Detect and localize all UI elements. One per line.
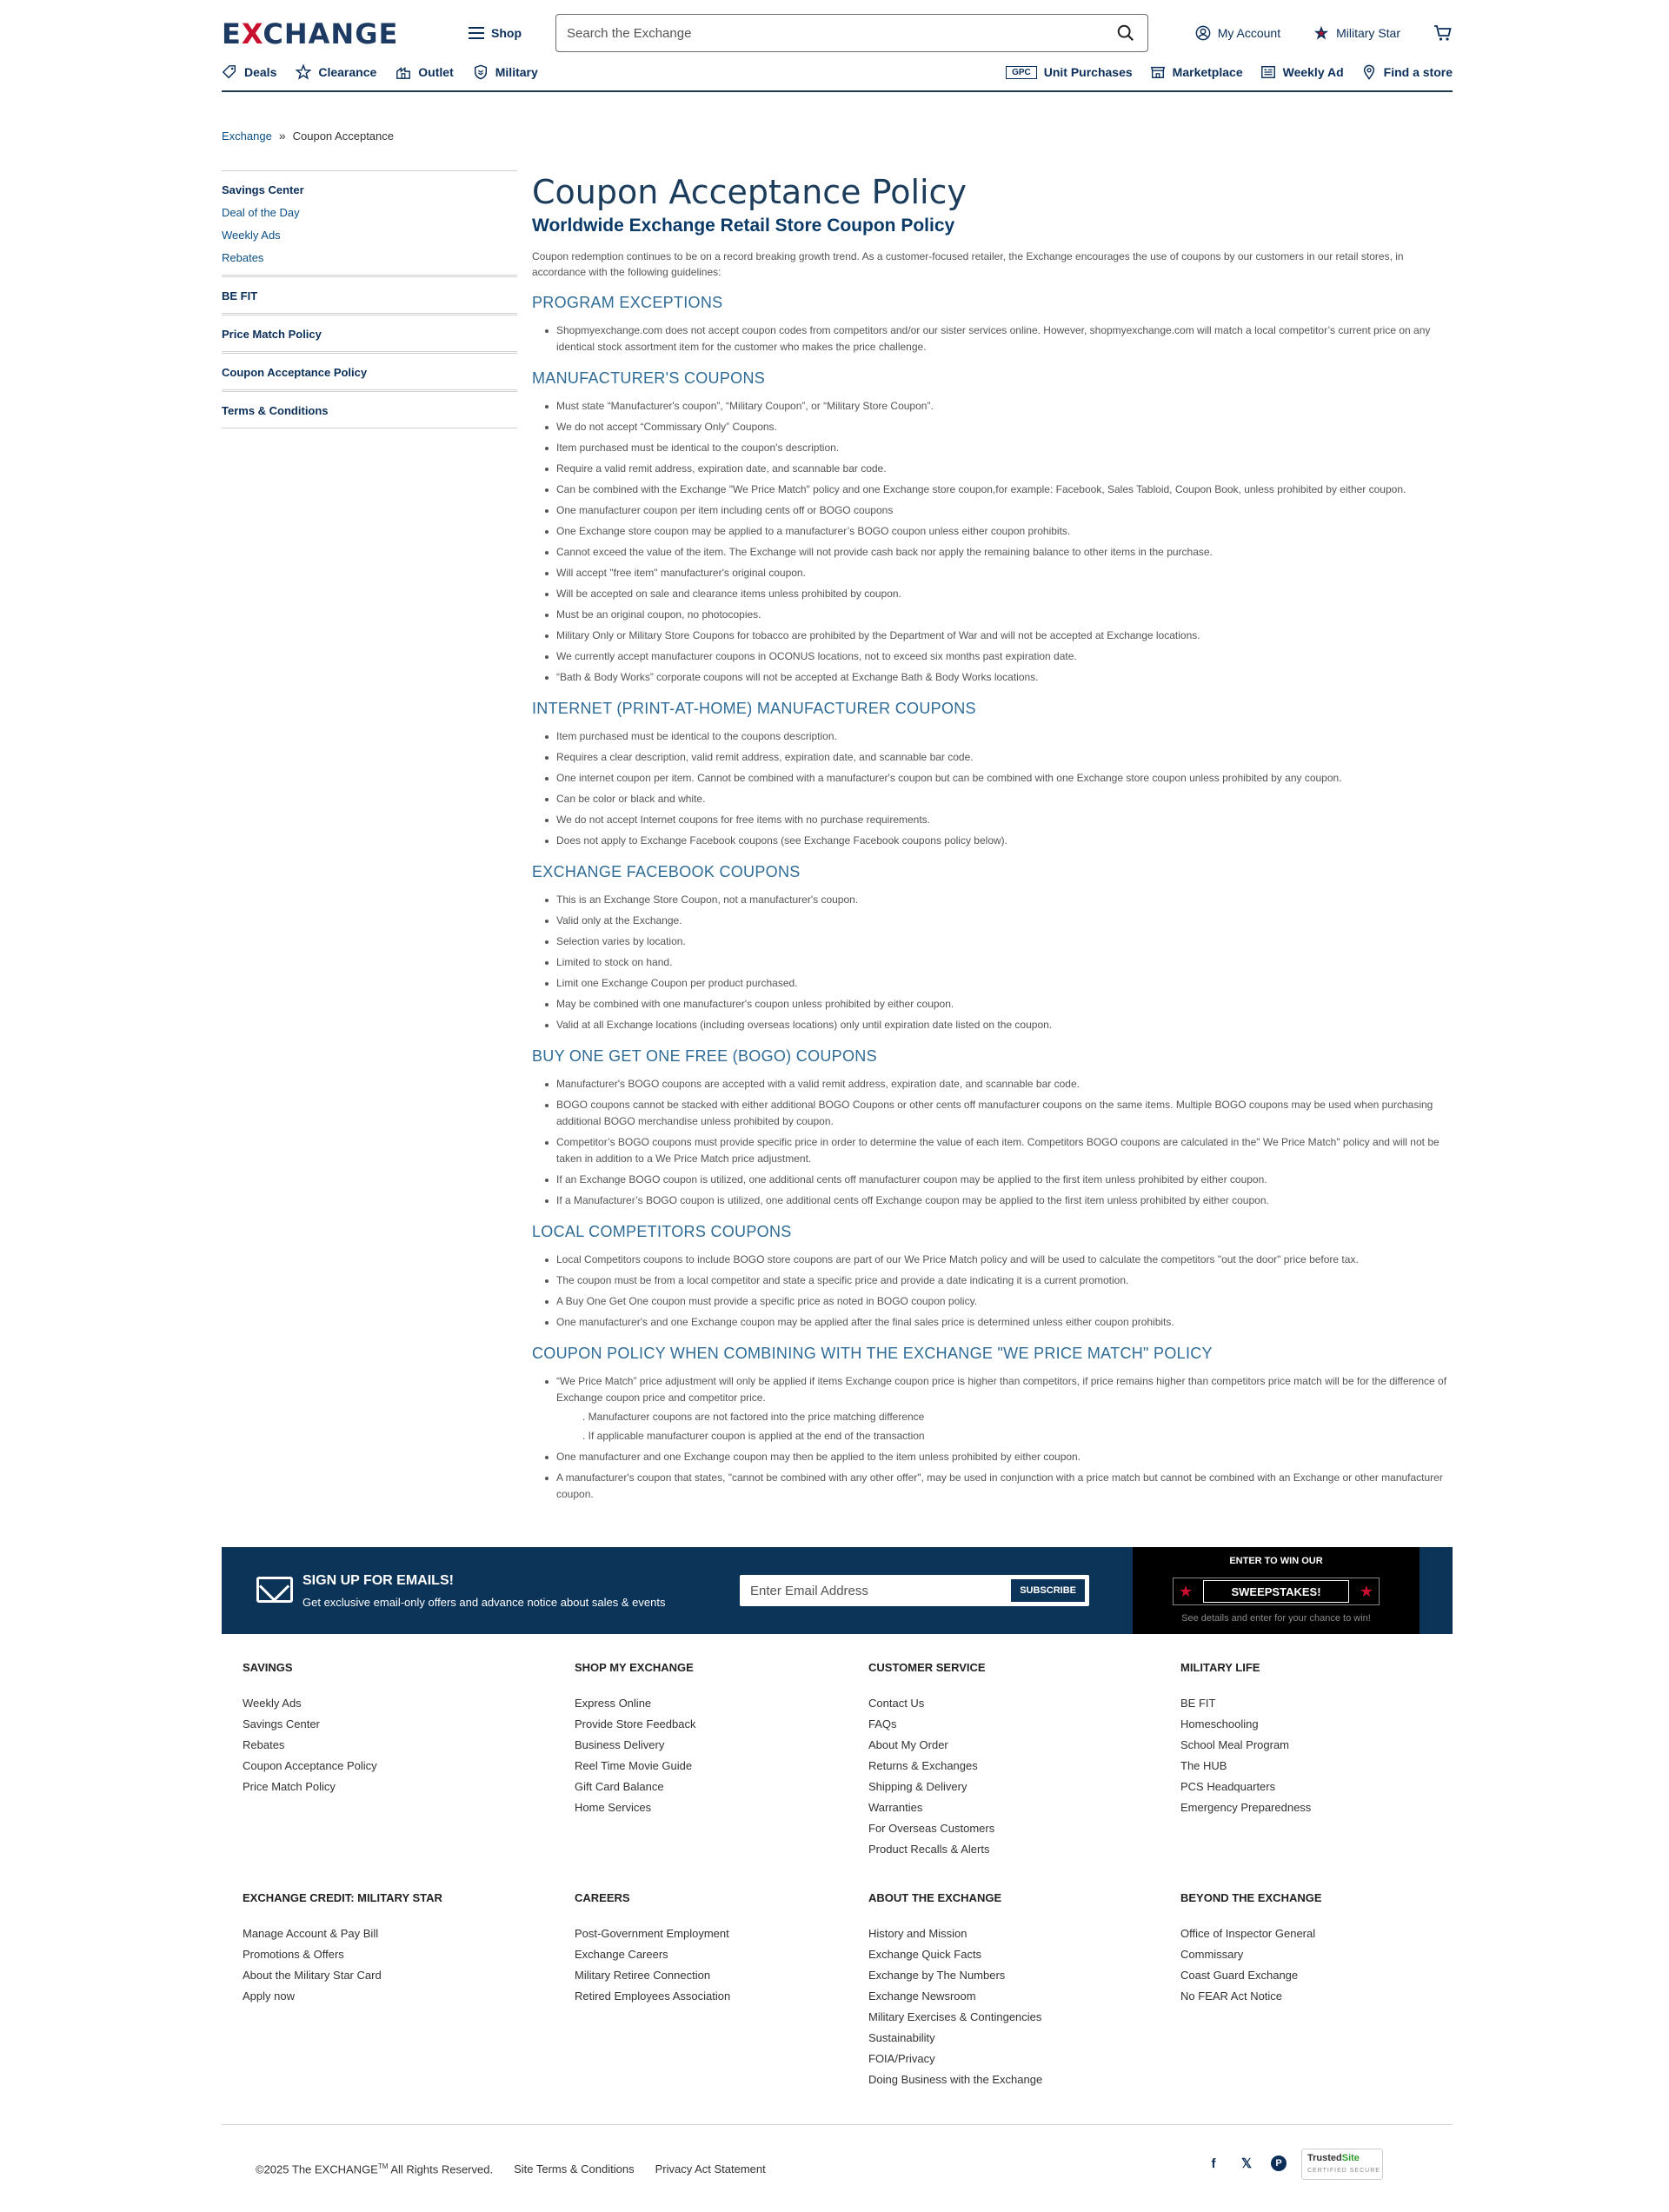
- shop-label: Shop: [491, 26, 522, 40]
- footer-link[interactable]: For Overseas Customers: [868, 1822, 995, 1835]
- policy-sections: [532, 294, 1452, 1331]
- policy-section: [532, 700, 1452, 849]
- footer-link[interactable]: The HUB: [1180, 1759, 1227, 1772]
- star-outline-icon: [296, 64, 311, 80]
- footer-link[interactable]: Shipping & Delivery: [868, 1780, 967, 1793]
- store-icon: [1150, 64, 1166, 80]
- sweepstakes-promo[interactable]: [1133, 1547, 1420, 1634]
- nav-find-store-label: Find a store: [1383, 65, 1453, 79]
- sweepstakes-title: SWEEPSTAKES!: [1203, 1580, 1349, 1603]
- section-combining: [532, 1345, 1452, 1503]
- sidebar-item-be-fit[interactable]: BE FIT: [222, 289, 258, 302]
- exchange-logo[interactable]: EXCHANGE: [222, 17, 399, 50]
- military-star-link[interactable]: [1313, 25, 1400, 41]
- nav-marketplace[interactable]: [1150, 64, 1243, 80]
- list-item: If a Manufacturer’s BOGO coupon is utilized, one additional cents off Exchange coupon may be applied to the first item unless prohibited by either coupon.: [556, 1192, 1452, 1209]
- main-content: [532, 170, 1452, 1507]
- sidebar-group-coupon: [222, 351, 517, 389]
- copyright-rights: All Rights Reserved.: [388, 2162, 494, 2176]
- intro-text: Coupon redemption continues to be on a record breaking growth trend. As a customer-focused retailer, the Exchange encourages the use of coupons by our customers in our retail stores, in accordance with the following guidelines:: [532, 250, 1404, 278]
- policy-section: [532, 1223, 1452, 1331]
- list-item: Military Only or Military Store Coupons for tobacco are prohibited by the Department of War and will not be accepted at Exchange locations.: [556, 628, 1452, 644]
- footer-heading: BEYOND THE EXCHANGE: [1180, 1891, 1322, 1904]
- list-item: Must be an original coupon, no photocopies.: [556, 607, 1452, 623]
- footer-heading: CAREERS: [575, 1891, 630, 1904]
- sidebar-item-savings-center[interactable]: Savings Center: [222, 183, 304, 196]
- list-subitem: . If applicable manufacturer coupon is applied at the end of the transaction: [582, 1430, 925, 1442]
- footer-col-about: [868, 1891, 1164, 2094]
- signup-subtitle: Get exclusive email-only offers and advance notice about sales & events: [303, 1596, 666, 1609]
- nav-unit-purchases-label: Unit Purchases: [1043, 65, 1133, 79]
- section-heading: PROGRAM EXCEPTIONS: [532, 294, 723, 311]
- footer-link[interactable]: About the Military Star Card: [243, 1969, 382, 1982]
- search-input[interactable]: [567, 15, 1088, 51]
- shield-icon: [473, 64, 489, 80]
- footer-link[interactable]: Coupon Acceptance Policy: [243, 1759, 377, 1772]
- footer-link[interactable]: Military Exercises & Contingencies: [868, 2010, 1042, 2023]
- list-item: One internet coupon per item. Cannot be combined with a manufacturer's coupon but can be combined with one Exchange store coupon unless prohibited by any coupon.: [556, 770, 1452, 787]
- nav-outlet-label: Outlet: [418, 65, 454, 79]
- footer-link[interactable]: Provide Store Feedback: [575, 1717, 696, 1730]
- policy-section: [532, 863, 1452, 1033]
- footer-link[interactable]: FOIA/Privacy: [868, 2052, 935, 2065]
- facebook-icon[interactable]: f: [1211, 2156, 1216, 2171]
- list-item: We currently accept manufacturer coupons in OCONUS locations, not to exceed six months past expiration date.: [556, 648, 1452, 665]
- sweepstakes-box: [1173, 1578, 1380, 1605]
- footer-link[interactable]: Commissary: [1180, 1948, 1244, 1961]
- list-item: Competitor’s BOGO coupons must provide specific price in order to determine the value of each item. Competitors BOGO coupons are calculated in the" We Price Match" policy and will not be taken in addition to a We Price Match price adjustment.: [556, 1134, 1452, 1167]
- email-signup-banner: [222, 1547, 1453, 1634]
- my-account-link[interactable]: [1195, 25, 1280, 41]
- footer-link[interactable]: Doing Business with the Exchange: [868, 2073, 1043, 2086]
- star-icon: ★: [1359, 1583, 1373, 1600]
- footer-link[interactable]: Apply now: [243, 1989, 295, 2003]
- page-title: Coupon Acceptance Policy: [532, 173, 967, 211]
- footer-heading: EXCHANGE CREDIT: MILITARY STAR: [243, 1891, 442, 1904]
- footer-link[interactable]: Gift Card Balance: [575, 1780, 664, 1793]
- sidebar-item-rebates[interactable]: Rebates: [222, 251, 264, 264]
- sweepstakes-details: See details and enter for your chance to win!: [1181, 1613, 1371, 1624]
- list-item: The coupon must be from a local competitor and state a specific price and provide a date indicating it is a current promotion.: [556, 1272, 1452, 1289]
- my-account-label: My Account: [1217, 26, 1281, 40]
- list-item: We do not accept “Commissary Only” Coupons.: [556, 419, 1452, 435]
- certified-secure-label: CERTIFIED SECURE: [1307, 2168, 1380, 2174]
- list-item: Item purchased must be identical to the coupon's description.: [556, 440, 1452, 456]
- footer-heading: CUSTOMER SERVICE: [868, 1661, 986, 1674]
- footer-link[interactable]: Returns & Exchanges: [868, 1759, 978, 1772]
- nav-military[interactable]: [473, 64, 538, 80]
- sidebar-item-coupon-acceptance[interactable]: Coupon Acceptance Policy: [222, 366, 368, 379]
- footer-col-savings: [243, 1661, 538, 1801]
- section-list: [532, 728, 1452, 849]
- footer-link[interactable]: Post-Government Employment: [575, 1927, 729, 1940]
- footer-link[interactable]: Savings Center: [243, 1717, 320, 1730]
- nav-deals-label: Deals: [244, 65, 277, 79]
- list-item: Item purchased must be identical to the coupons description.: [556, 728, 1452, 745]
- footer-link[interactable]: Sustainability: [868, 2031, 935, 2044]
- list-item: Can be color or black and white.: [556, 791, 1452, 807]
- secondary-nav-right: [988, 64, 1453, 80]
- footer-link[interactable]: Retired Employees Association: [575, 1989, 731, 2003]
- list-item: A manufacturer's coupon that states, "cannot be combined with any other offer", may be used in conjunction with a price match but cannot be combined with an Exchange or other manufacturer coupon.: [556, 1470, 1452, 1503]
- sidebar-group-price-match: [222, 313, 517, 351]
- email-form: [740, 1575, 1089, 1606]
- trusted-site-badge[interactable]: [1301, 2149, 1383, 2180]
- footer-col-beyond: [1180, 1891, 1476, 2010]
- footer-col-shop: [575, 1661, 870, 1822]
- email-input[interactable]: [750, 1575, 994, 1606]
- footer-heading: ABOUT THE EXCHANGE: [868, 1891, 1002, 1904]
- sidebar: [222, 170, 517, 428]
- list-item: Selection varies by location.: [556, 933, 1452, 950]
- sidebar-group-befit: [222, 275, 517, 313]
- list-item: Local Competitors coupons to include BOGO store coupons are part of our We Price Match policy and will be used to calculate the competitors "out the door" price before tax.: [556, 1252, 1452, 1268]
- hamburger-icon: [469, 27, 484, 39]
- section-heading: COUPON POLICY WHEN COMBINING WITH THE EXCHANGE "WE PRICE MATCH" POLICY: [532, 1345, 1213, 1362]
- newspaper-icon: [1260, 64, 1276, 80]
- list-item: “We Price Match” price adjustment will only be applied if items Exchange coupon price is higher than competitors, if price remains higher than competitors price match will be for the difference of Exchange coupon price and competitor price.: [556, 1373, 1452, 1406]
- search-icon[interactable]: [1116, 23, 1135, 43]
- list-item: “Bath & Body Works” corporate coupons will not be accepted at Exchange Bath & Body Works locations.: [556, 669, 1452, 686]
- header-account-links: [1162, 21, 1453, 45]
- site-terms-link[interactable]: Site Terms & Conditions: [514, 2162, 635, 2176]
- footer-link[interactable]: Contact Us: [868, 1697, 925, 1710]
- footer-col-military: [1180, 1661, 1476, 1822]
- footer-col-careers: [575, 1891, 870, 2010]
- list-item: Must state “Manufacturer's coupon”, “Military Coupon”, or “Military Store Coupon”.: [556, 398, 1452, 415]
- footer-link[interactable]: FAQs: [868, 1717, 897, 1730]
- trusted-word: Trusted: [1307, 2153, 1342, 2163]
- footer-legal: [256, 2162, 766, 2175]
- search-bar: [555, 14, 1148, 52]
- policy-section: [532, 369, 1452, 686]
- breadcrumb-separator: »: [278, 129, 286, 143]
- list-item: Requires a clear description, valid remit address, expiration date, and scannable bar code.: [556, 749, 1452, 766]
- list-item: We do not accept Internet coupons for free items with no purchase requirements.: [556, 812, 1452, 828]
- footer-link[interactable]: Exchange by The Numbers: [868, 1969, 1006, 1982]
- military-star-label: Military Star: [1336, 26, 1400, 40]
- section-list: [532, 1252, 1452, 1331]
- footer-link[interactable]: Office of Inspector General: [1180, 1927, 1316, 1940]
- nav-clearance-label: Clearance: [318, 65, 377, 79]
- footer-col-service: [868, 1661, 1164, 1863]
- list-item: One manufacturer coupon per item including cents off or BOGO coupons: [556, 502, 1452, 519]
- site-header: [222, 0, 1453, 92]
- sidebar-item-terms[interactable]: Terms & Conditions: [222, 404, 329, 417]
- list-item: Shopmyexchange.com does not accept coupon codes from competitors and/or our sister services online. However, shopmyexchange.com will match a local competitor’s current price on any identical stock assortment item for the customer who makes the price challenge.: [556, 322, 1452, 355]
- footer-link[interactable]: Price Match Policy: [243, 1780, 336, 1793]
- policy-section: [532, 294, 1452, 355]
- cart-icon: [1433, 23, 1453, 43]
- footer-link[interactable]: Express Online: [575, 1697, 652, 1710]
- list-item: Can be combined with the Exchange "We Price Match" policy and one Exchange store coupon,for example: Facebook, Sales Tabloid, Coupon Book, unless prohibited by either coupon.: [556, 482, 1452, 498]
- list-item: Valid at all Exchange locations (including overseas locations) only until expiration date listed on the coupon.: [556, 1017, 1452, 1033]
- breadcrumb-home-link[interactable]: Exchange: [222, 129, 272, 143]
- list-item: Limit one Exchange Coupon per product purchased.: [556, 975, 1452, 992]
- footer-link[interactable]: Coast Guard Exchange: [1180, 1969, 1299, 1982]
- list-item: This is an Exchange Store Coupon, not a manufacturer's coupon.: [556, 892, 1452, 908]
- footer-link[interactable]: Product Recalls & Alerts: [868, 1843, 990, 1856]
- pinterest-icon[interactable]: P: [1271, 2156, 1287, 2171]
- list-item: BOGO coupons cannot be stacked with either additional BOGO Coupons or other cents off manufacturer coupons on the same items. Multiple BOGO coupons may be used when purchasing additional BOGO merchandise unless prohibited by coupon.: [556, 1097, 1452, 1130]
- sidebar-item-price-match[interactable]: Price Match Policy: [222, 328, 322, 341]
- nav-weekly-ad[interactable]: [1260, 64, 1344, 80]
- section-heading: INTERNET (PRINT-AT-HOME) MANUFACTURER COUPONS: [532, 700, 976, 717]
- footer-col-credit: [243, 1891, 538, 2010]
- footer-link[interactable]: Emergency Preparedness: [1180, 1801, 1312, 1814]
- gpc-badge: GPC: [1006, 66, 1037, 79]
- sweepstakes-top-text: ENTER TO WIN OUR: [1229, 1556, 1323, 1566]
- sidebar-item-deal-of-the-day[interactable]: Deal of the Day: [222, 206, 300, 219]
- footer-link[interactable]: PCS Headquarters: [1180, 1780, 1276, 1793]
- nav-clearance[interactable]: [296, 64, 376, 80]
- list-item: Manufacturer's BOGO coupons are accepted with a valid remit address, expiration date, and scannable bar code.: [556, 1076, 1452, 1093]
- x-twitter-icon[interactable]: 𝕏: [1240, 2156, 1253, 2171]
- section-heading: EXCHANGE FACEBOOK COUPONS: [532, 863, 801, 880]
- policy-section: [532, 1047, 1452, 1209]
- breadcrumb: [222, 129, 394, 143]
- page-subtitle: Worldwide Exchange Retail Store Coupon Policy: [532, 216, 955, 236]
- section-heading: BUY ONE GET ONE FREE (BOGO) COUPONS: [532, 1047, 877, 1065]
- list-item: One manufacturer and one Exchange coupon may then be applied to the item unless prohibited by either coupon.: [556, 1449, 1452, 1465]
- footer-link[interactable]: About My Order: [868, 1738, 948, 1751]
- footer-link[interactable]: No FEAR Act Notice: [1180, 1989, 1283, 2003]
- list-item: Limited to stock on hand.: [556, 954, 1452, 971]
- section-list: [532, 1076, 1452, 1209]
- footer-link[interactable]: Warranties: [868, 1801, 923, 1814]
- footer-link[interactable]: Exchange Quick Facts: [868, 1948, 982, 1961]
- footer-heading: SHOP MY EXCHANGE: [575, 1661, 694, 1674]
- footer-link[interactable]: Homeschooling: [1180, 1717, 1259, 1730]
- military-star-icon: [1313, 25, 1329, 41]
- section-list: [532, 322, 1452, 355]
- subscribe-button[interactable]: SUBSCRIBE: [1010, 1578, 1086, 1603]
- footer-link[interactable]: Exchange Careers: [575, 1948, 668, 1961]
- nav-find-store[interactable]: [1361, 64, 1453, 80]
- footer-link[interactable]: Rebates: [243, 1738, 285, 1751]
- user-icon: [1195, 25, 1211, 41]
- social-links: [1205, 2156, 1287, 2171]
- footer-link[interactable]: Reel Time Movie Guide: [575, 1759, 693, 1772]
- section-list: [532, 892, 1452, 1033]
- list-item: Valid only at the Exchange.: [556, 913, 1452, 929]
- footer-link[interactable]: Business Delivery: [575, 1738, 665, 1751]
- footer-link[interactable]: History and Mission: [868, 1927, 967, 1940]
- list-item: A Buy One Get One coupon must provide a specific price as noted in BOGO coupon policy.: [556, 1293, 1452, 1310]
- secondary-nav: [222, 62, 1453, 83]
- nav-marketplace-label: Marketplace: [1172, 65, 1243, 79]
- sidebar-item-weekly-ads[interactable]: Weekly Ads: [222, 229, 281, 242]
- footer-link[interactable]: Military Retiree Connection: [575, 1969, 711, 1982]
- location-pin-icon: [1361, 64, 1377, 80]
- nav-military-label: Military: [495, 65, 538, 79]
- nav-outlet[interactable]: [396, 64, 453, 80]
- section-list: [532, 398, 1452, 686]
- trusted-site-label: [1307, 2153, 1360, 2163]
- list-item: May be combined with one manufacturer's coupon unless prohibited by either coupon.: [556, 996, 1452, 1013]
- footer-link[interactable]: Manage Account & Pay Bill: [243, 1927, 379, 1940]
- signup-title: SIGN UP FOR EMAILS!: [303, 1573, 454, 1588]
- copyright: [256, 2162, 493, 2175]
- copyright-text: ©2025 The EXCHANGE: [256, 2162, 378, 2176]
- nav-unit-purchases[interactable]: [1006, 65, 1133, 79]
- storefront-icon: [396, 64, 411, 80]
- list-subitem: . Manufacturer coupons are not factored into the price matching difference: [582, 1411, 925, 1423]
- section-list: [532, 1373, 1452, 1503]
- site-word: Site: [1341, 2153, 1360, 2163]
- trademark: TM: [377, 2162, 389, 2170]
- nav-deals[interactable]: [222, 64, 276, 80]
- breadcrumb-current: Coupon Acceptance: [292, 129, 394, 143]
- envelope-icon: [256, 1577, 293, 1603]
- list-item: If an Exchange BOGO coupon is utilized, one additional cents off manufacturer coupon may be applied to the first item unless prohibited by either coupon.: [556, 1172, 1452, 1188]
- cart-link[interactable]: [1433, 23, 1453, 43]
- footer-link[interactable]: Exchange Newsroom: [868, 1989, 976, 2003]
- footer-link[interactable]: BE FIT: [1180, 1697, 1216, 1710]
- footer-divider: [222, 2124, 1453, 2125]
- footer-link[interactable]: Weekly Ads: [243, 1697, 302, 1710]
- section-heading: LOCAL COMPETITORS COUPONS: [532, 1223, 792, 1240]
- footer-link[interactable]: Promotions & Offers: [243, 1948, 344, 1961]
- section-heading: MANUFACTURER'S COUPONS: [532, 369, 766, 387]
- footer-heading: SAVINGS: [243, 1661, 293, 1674]
- sidebar-group-terms: [222, 389, 517, 428]
- list-item: Will be accepted on sale and clearance items unless prohibited by coupon.: [556, 586, 1452, 602]
- star-icon: ★: [1179, 1583, 1194, 1600]
- list-item: Will accept "free item" manufacturer's original coupon.: [556, 565, 1452, 581]
- privacy-link[interactable]: Privacy Act Statement: [655, 2162, 766, 2176]
- tag-icon: [222, 64, 237, 80]
- list-item: Cannot exceed the value of the item. The Exchange will not provide cash back nor apply the remaining balance to other items in the purchase.: [556, 544, 1452, 561]
- nav-weekly-ad-label: Weekly Ad: [1282, 65, 1344, 79]
- list-item: Require a valid remit address, expiration date, and scannable bar code.: [556, 461, 1452, 477]
- footer-link[interactable]: School Meal Program: [1180, 1738, 1289, 1751]
- list-item: Does not apply to Exchange Facebook coupons (see Exchange Facebook coupons policy below).: [556, 833, 1452, 849]
- list-item: One Exchange store coupon may be applied to a manufacturer’s BOGO coupon unless either coupon prohibits.: [556, 523, 1452, 540]
- footer-heading: MILITARY LIFE: [1180, 1661, 1260, 1674]
- footer-link[interactable]: Home Services: [575, 1801, 652, 1814]
- sidebar-group-savings: [222, 170, 517, 275]
- shop-menu-button[interactable]: [469, 21, 522, 45]
- list-item: One manufacturer's and one Exchange coupon may be applied after the final sales price is determined unless either coupon prohibits.: [556, 1314, 1452, 1331]
